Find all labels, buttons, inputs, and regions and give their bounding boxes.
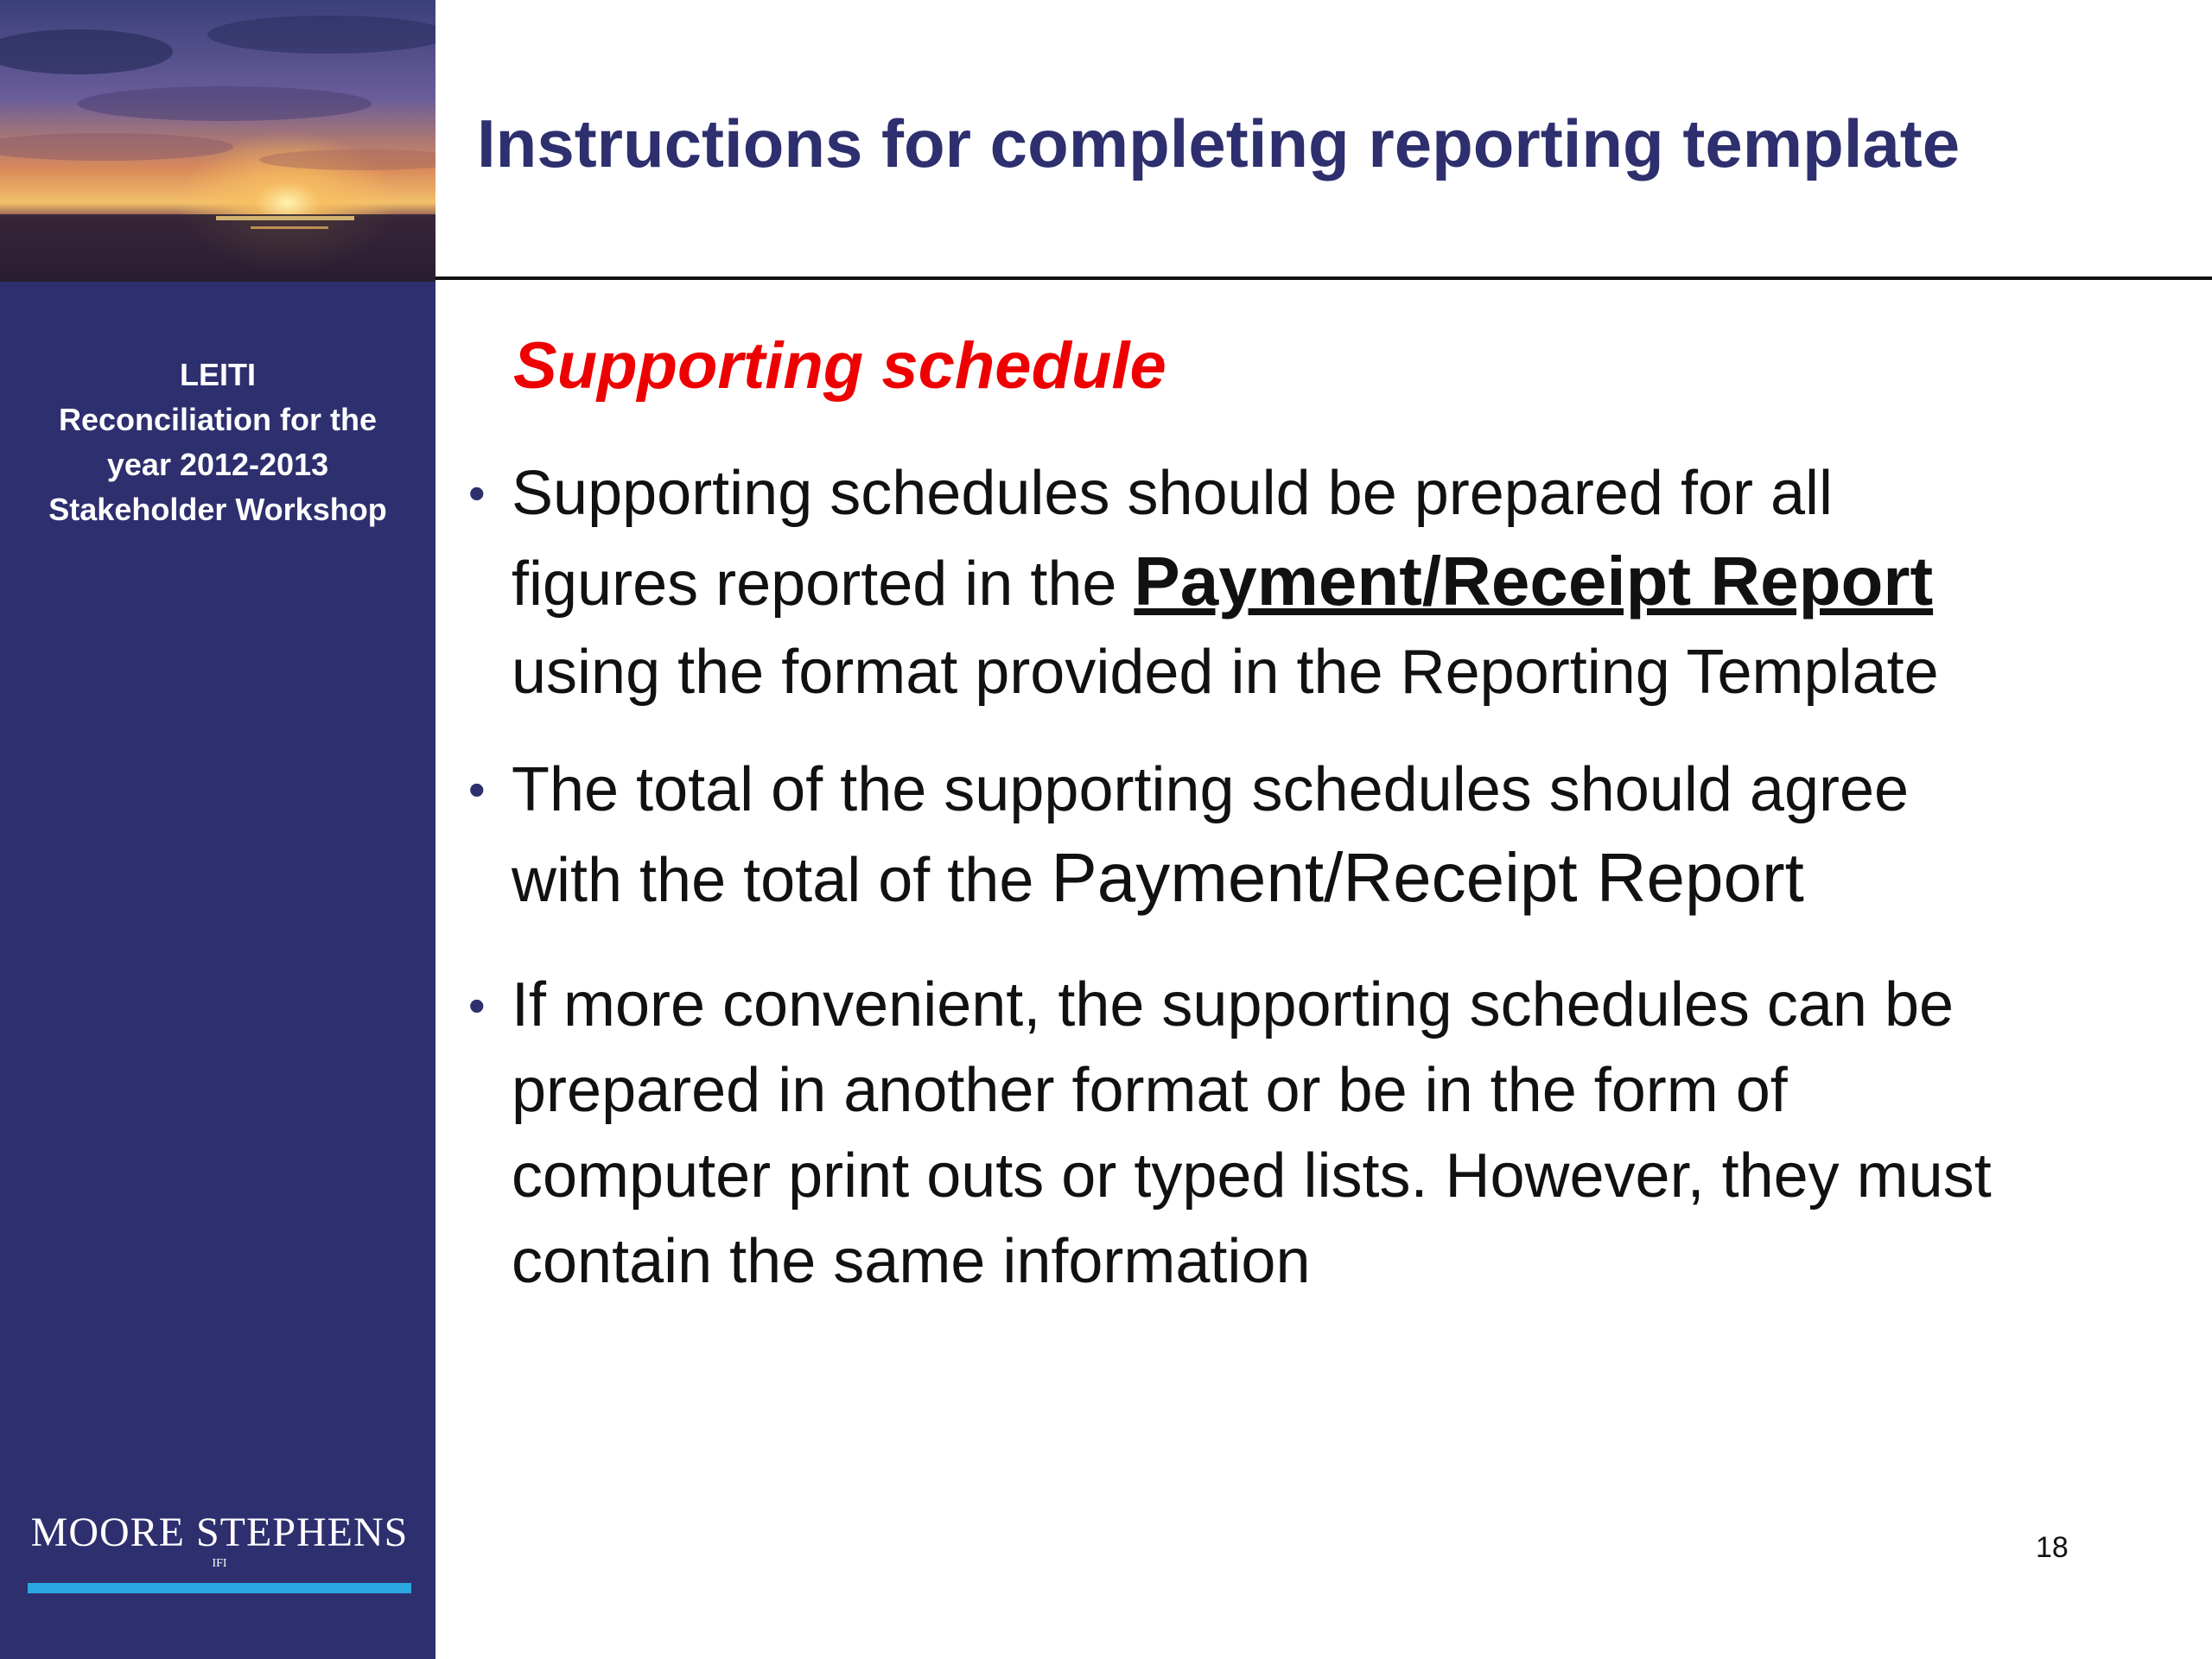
- logo-sub: IFI: [212, 1557, 227, 1570]
- bullet-line: contain the same information: [512, 1227, 1311, 1296]
- bullet-icon: •: [468, 762, 486, 817]
- workshop-label: [0, 353, 435, 532]
- bullet-text: figures reported in the: [512, 550, 1135, 619]
- workshop-label-line: Reconciliation for the: [58, 402, 378, 437]
- bullet-line: If more convenient, the supporting schedules can be: [512, 970, 1955, 1039]
- section-heading: Supporting schedule: [513, 329, 1166, 403]
- bullet-line: [512, 834, 2177, 925]
- payment-receipt-report-text: Payment/Receipt Report: [1051, 839, 1804, 916]
- logo-name: MOORE STEPHENS: [30, 1510, 409, 1555]
- sunset-image: [0, 0, 435, 282]
- bullet-icon: •: [468, 978, 486, 1033]
- workshop-label-line: Stakeholder Workshop: [48, 492, 387, 527]
- bullet-item: [467, 963, 2177, 1305]
- bullet-line: Supporting schedules should be prepared for all: [512, 459, 1834, 528]
- payment-receipt-report-link[interactable]: Payment/Receipt Report: [1134, 543, 1934, 620]
- sunset-photo: [0, 0, 435, 282]
- bullet-line: prepared in another format or be in the form of: [512, 1056, 1788, 1125]
- workshop-label-line: year 2012-2013: [106, 447, 329, 482]
- workshop-label-line: LEITI: [180, 357, 256, 392]
- title-divider: [435, 276, 2212, 280]
- bullet-item: [467, 449, 2177, 716]
- bullet-line: computer print outs or typed lists. However, they must: [512, 1141, 1992, 1211]
- sidebar: [0, 0, 435, 1659]
- bullet-text: with the total of the: [512, 846, 1052, 915]
- bullet-line: The total of the supporting schedules should agree: [512, 755, 1910, 824]
- bullet-icon: •: [468, 466, 486, 520]
- bullet-item: [467, 746, 2177, 925]
- bullet-line: using the format provided in the Reporting Template: [512, 638, 1939, 707]
- slide-title: Instructions for completing reporting template: [477, 105, 1961, 181]
- bullet-list: [467, 449, 2177, 1305]
- moore-stephens-logo: [28, 1510, 411, 1593]
- page-number: 18: [2036, 1531, 2069, 1564]
- bullet-line: [512, 537, 2177, 628]
- logo-bar: [28, 1583, 411, 1593]
